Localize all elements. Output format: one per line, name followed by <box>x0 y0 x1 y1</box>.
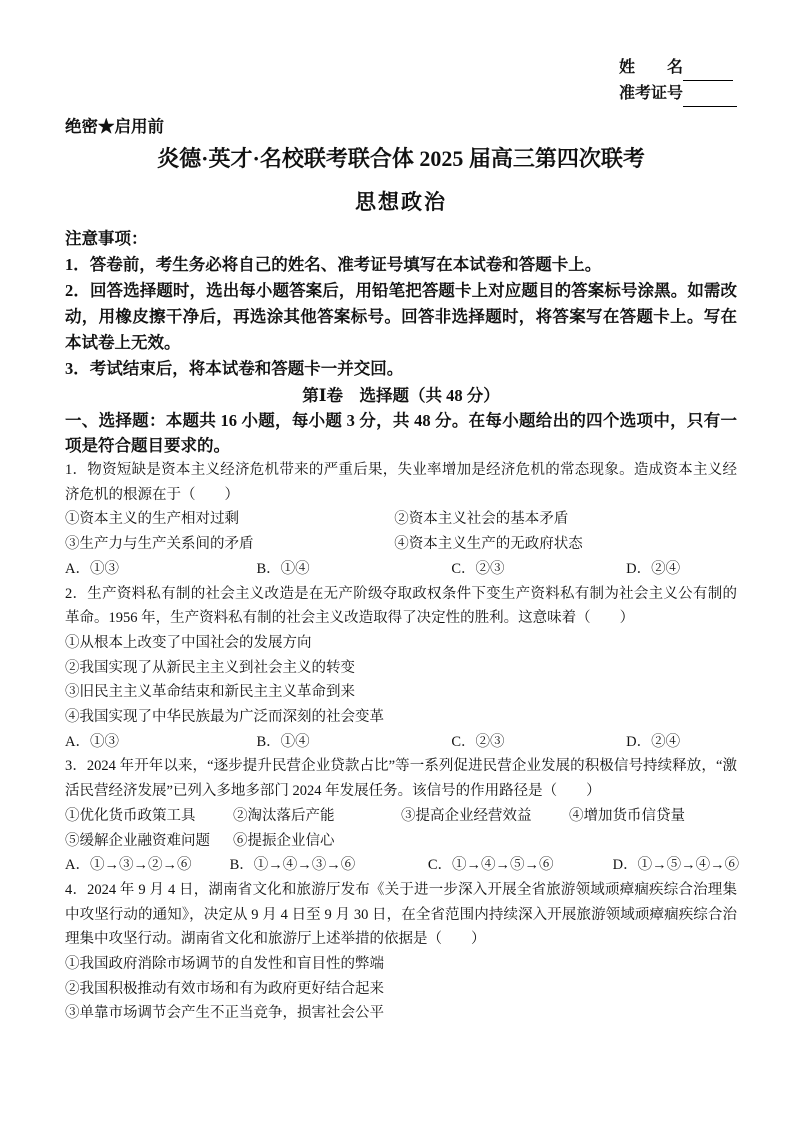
exam-title: 炎德·英才·名校联考联合体 2025 届高三第四次联考 <box>157 146 645 171</box>
choice-item: D．①→⑤→④→⑥ <box>612 857 740 874</box>
candidate-fillin <box>619 55 737 107</box>
notice-section <box>65 226 737 382</box>
option-item: ④增加货币信贷量 <box>569 807 685 824</box>
question-stem: 2．生产资料私有制的社会主义改造是在无产阶级夺取政权条件下变生产资料私有制为社会主义公有制的革命。1956 年，生产资料私有制的社会主义改造取得了决定性的胜利。这意味着（ ） <box>65 585 737 627</box>
option-item: ③生产力与生产关系间的矛盾 <box>65 536 254 553</box>
notice-heading: 注意事项： <box>65 229 148 248</box>
option-item: ②我国积极推动有效市场和有为政府更好结合起来 <box>65 980 384 997</box>
question-options <box>65 804 737 853</box>
question-options <box>65 507 737 556</box>
option-item: ①我国政府消除市场调节的自发性和盲目性的弊端 <box>65 956 384 973</box>
question-stem: 3．2024 年开年以来，“逐步提升民营企业贷款占比”等一系列促进民营企业发展的积极信号持续释放，“激活民营经济发展”已列入多地多部门 2024 年发展任务。该信号的作用路径是（ ） <box>65 758 737 800</box>
name-label: 姓 名 <box>618 59 683 76</box>
question-options <box>65 631 737 730</box>
choice-item: A．①③ <box>65 560 119 577</box>
choice-item: A．①→③→②→⑥ <box>65 857 192 874</box>
notice-item: 1．答卷前，考生务必将自己的姓名、准考证号填写在本试卷和答题卡上。 <box>65 255 602 274</box>
questions-list <box>65 458 740 1026</box>
name-field-row <box>619 55 737 81</box>
ticket-blank <box>683 86 737 107</box>
question-stem: 4．2024 年 9 月 4 日，湖南省文化和旅游厅发布《关于进一步深入开展全省旅游领域顽瘴痼疾综合治理集中攻坚行动的通知》，决定从 9 月 4 日至 9 月 30 日，在全省范围内持续深入开展旅游领域顽瘴痼疾综合治理集中攻坚行动。湖南省文化和旅游厅上述举措的依据是（ ） <box>65 881 737 948</box>
name-blank <box>683 60 733 81</box>
subject-title: 思想政治 <box>355 190 447 214</box>
choice-item: D．②④ <box>626 733 681 750</box>
option-item: ③旧民主主义革命结束和新民主主义革命到来 <box>65 684 355 701</box>
choice-item: B．①④ <box>256 733 310 750</box>
option-item: ③单靠市场调节会产生不正当竞争，损害社会公平 <box>65 1005 384 1022</box>
question-4 <box>65 878 737 1026</box>
option-item: ③提高企业经营效益 <box>401 807 532 824</box>
choice-item: B．①→④→③→⑥ <box>229 857 356 874</box>
choice-item: C．②③ <box>451 560 505 577</box>
ticket-field-row <box>619 81 737 107</box>
choice-item: A．①③ <box>65 733 119 750</box>
answer-choices <box>65 853 740 878</box>
choice-item: D．②④ <box>626 560 681 577</box>
option-item: ⑤缓解企业融资难问题 <box>65 832 210 849</box>
option-item: ①从根本上改变了中国社会的发展方向 <box>65 634 312 651</box>
option-item: ①优化货币政策工具 <box>65 807 196 824</box>
section1-instructions: 一、选择题：本题共 16 小题，每小题 3 分，共 48 分。在每小题给出的四个选项中，只有一项是符合题目要求的。 <box>65 411 737 455</box>
question-options <box>65 952 737 1026</box>
choice-item: C．①→④→⑤→⑥ <box>427 857 554 874</box>
secrecy-label: 绝密★启用前 <box>65 117 164 136</box>
question-3 <box>65 754 740 878</box>
question-stem: 1．物资短缺是资本主义经济危机带来的严重后果，失业率增加是经济危机的常态现象。造成资本主义经济危机的根源在于（ ） <box>65 462 737 503</box>
question-1 <box>65 458 737 582</box>
part1-heading: 第Ⅰ卷 选择题（共 48 分） <box>302 386 500 405</box>
option-item: ②资本主义社会的基本矛盾 <box>394 511 569 528</box>
option-item: ①资本主义的生产相对过剩 <box>65 511 239 528</box>
notice-item: 2．回答选择题时，选出每小题答案后，用铅笔把答题卡上对应题目的答案标号涂黑。如需改动，用橡皮擦干净后，再选涂其他答案标号。回答非选择题时，将答案写在答题卡上。写在本试卷上无效。 <box>65 281 737 352</box>
choice-item: C．②③ <box>451 733 505 750</box>
option-item: ②淘汰落后产能 <box>233 807 335 824</box>
answer-choices <box>65 557 737 582</box>
option-item: ④我国实现了中华民族最为广泛而深刻的社会变革 <box>65 709 384 726</box>
notice-item: 3．考试结束后，将本试卷和答题卡一并交回。 <box>65 359 404 378</box>
question-2 <box>65 582 737 755</box>
option-item: ④资本主义生产的无政府状态 <box>394 536 583 553</box>
option-item: ⑥提振企业信心 <box>233 832 335 849</box>
answer-choices <box>65 730 737 755</box>
choice-item: B．①④ <box>256 560 310 577</box>
ticket-label: 准考证号 <box>618 85 683 102</box>
option-item: ②我国实现了从新民主主义到社会主义的转变 <box>65 659 355 676</box>
